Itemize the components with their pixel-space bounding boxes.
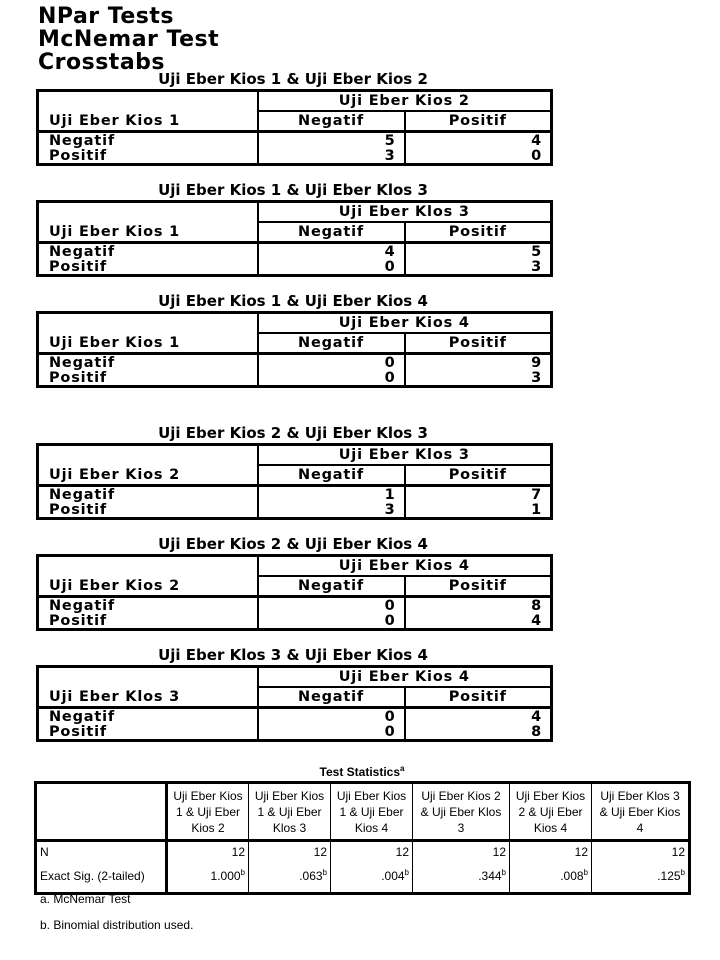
col-negatif-header: Negatif <box>258 222 405 243</box>
row-positif-label: Positif <box>38 613 258 630</box>
row-positif-label: Positif <box>38 148 258 165</box>
col-positif-header: Positif <box>405 576 552 597</box>
test-statistics-title: Test Statistics$^a$ <box>319 764 405 779</box>
cell-pos-neg: 3 <box>258 148 405 165</box>
row-exact-sig-label: Exact Sig. (2-tailed) <box>36 859 167 894</box>
cell-neg-neg: 0 <box>258 708 405 725</box>
cell-neg-pos: 9 <box>405 354 552 371</box>
col-variable-header: Uji Eber Klos 3 <box>258 202 552 223</box>
column-header: Uji Eber Klos 3 & Uji Eber Kios 4 <box>592 783 690 841</box>
footnote-marker-b: b <box>240 868 245 877</box>
row-negatif-label: Negatif <box>38 708 258 725</box>
col-negatif-header: Negatif <box>258 465 405 486</box>
row-positif-label: Positif <box>38 370 258 387</box>
crosstab-title: Uji Eber Kios 1 & Uji Eber Kios 2 <box>158 70 428 88</box>
header-mcnemar-test: McNemar Test <box>38 27 220 52</box>
row-variable-header: Uji Eber Kios 2 <box>38 465 258 486</box>
cell-neg-pos: 8 <box>405 597 552 614</box>
n-value: 12 <box>413 841 510 860</box>
cell-pos-neg: 0 <box>258 724 405 741</box>
crosstab-title: Uji Eber Klos 3 & Uji Eber Kios 4 <box>158 646 428 664</box>
footnote-a: a. McNemar Test <box>40 892 131 906</box>
col-negatif-header: Negatif <box>258 333 405 354</box>
sig-value: .125$^b$ <box>592 859 690 894</box>
col-positif-header: Positif <box>405 465 552 486</box>
row-positif-label: Positif <box>38 259 258 276</box>
sig-value: .344$^b$ <box>413 859 510 894</box>
footnote-marker-a: a <box>400 764 405 773</box>
column-header: Uji Eber Kios 1 & Uji Eber Klos 3 <box>249 783 331 841</box>
cell-pos-pos: 3 <box>405 259 552 276</box>
header-npar-tests: NPar Tests <box>38 4 175 29</box>
row-negatif-label: Negatif <box>38 132 258 149</box>
col-positif-header: Positif <box>405 222 552 243</box>
n-value: 12 <box>331 841 413 860</box>
col-positif-header: Positif <box>405 333 552 354</box>
n-value: 12 <box>592 841 690 860</box>
row-variable-header: Uji Eber Kios 1 <box>38 222 258 243</box>
row-positif-label: Positif <box>38 724 258 741</box>
row-negatif-label: Negatif <box>38 597 258 614</box>
row-negatif-label: Negatif <box>38 243 258 260</box>
column-header: Uji Eber Kios 2 & Uji Eber Klos 3 <box>413 783 510 841</box>
cell-neg-neg: 5 <box>258 132 405 149</box>
cell-pos-neg: 3 <box>258 502 405 519</box>
crosstab-table <box>36 443 553 520</box>
crosstab-title: Uji Eber Kios 1 & Uji Eber Kios 4 <box>158 292 428 310</box>
footnote-marker-b: b <box>501 868 506 877</box>
col-variable-header: Uji Eber Kios 4 <box>258 313 552 334</box>
cell-neg-neg: 0 <box>258 597 405 614</box>
cell-pos-neg: 0 <box>258 613 405 630</box>
row-variable-header: Uji Eber Kios 2 <box>38 576 258 597</box>
col-positif-header: Positif <box>405 111 552 132</box>
footnote-b: b. Binomial distribution used. <box>40 918 194 932</box>
crosstab-title: Uji Eber Kios 2 & Uji Eber Kios 4 <box>158 535 428 553</box>
cell-pos-pos: 4 <box>405 613 552 630</box>
n-value: 12 <box>510 841 592 860</box>
crosstab-table <box>36 554 553 631</box>
row-variable-header: Uji Eber Klos 3 <box>38 687 258 708</box>
cell-pos-pos: 8 <box>405 724 552 741</box>
row-variable-header: Uji Eber Kios 1 <box>38 111 258 132</box>
footnote-marker-b: b <box>322 868 327 877</box>
cell-neg-pos: 4 <box>405 708 552 725</box>
sig-value: .063$^b$ <box>249 859 331 894</box>
row-negatif-label: Negatif <box>38 354 258 371</box>
cell-pos-pos: 0 <box>405 148 552 165</box>
col-variable-header: Uji Eber Kios 4 <box>258 667 552 688</box>
col-negatif-header: Negatif <box>258 687 405 708</box>
n-value: 12 <box>167 841 249 860</box>
sig-value: 1.000$^b$ <box>167 859 249 894</box>
col-negatif-header: Negatif <box>258 111 405 132</box>
cell-pos-pos: 1 <box>405 502 552 519</box>
row-n-label: N <box>36 841 167 860</box>
cell-neg-neg: 0 <box>258 354 405 371</box>
row-variable-header: Uji Eber Kios 1 <box>38 333 258 354</box>
column-header: Uji Eber Kios 2 & Uji Eber Kios 4 <box>510 783 592 841</box>
crosstab-table <box>36 311 553 388</box>
col-positif-header: Positif <box>405 687 552 708</box>
test-statistics-table <box>34 781 691 895</box>
footnote-marker-b: b <box>680 868 685 877</box>
crosstab-table <box>36 200 553 277</box>
crosstab-title: Uji Eber Kios 1 & Uji Eber Klos 3 <box>158 181 428 199</box>
col-variable-header: Uji Eber Klos 3 <box>258 445 552 466</box>
crosstab-table <box>36 89 553 166</box>
footnote-marker-b: b <box>583 868 588 877</box>
cell-neg-neg: 4 <box>258 243 405 260</box>
crosstab-table <box>36 665 553 742</box>
row-negatif-label: Negatif <box>38 486 258 503</box>
col-negatif-header: Negatif <box>258 576 405 597</box>
column-header: Uji Eber Kios 1 & Uji Eber Kios 4 <box>331 783 413 841</box>
cell-neg-pos: 4 <box>405 132 552 149</box>
cell-neg-neg: 1 <box>258 486 405 503</box>
sig-value: .008$^b$ <box>510 859 592 894</box>
footnote-marker-b: b <box>404 868 409 877</box>
column-header: Uji Eber Kios 1 & Uji Eber Kios 2 <box>167 783 249 841</box>
cell-neg-pos: 5 <box>405 243 552 260</box>
col-variable-header: Uji Eber Kios 2 <box>258 91 552 112</box>
row-positif-label: Positif <box>38 502 258 519</box>
cell-pos-neg: 0 <box>258 259 405 276</box>
col-variable-header: Uji Eber Kios 4 <box>258 556 552 577</box>
crosstab-title: Uji Eber Kios 2 & Uji Eber Klos 3 <box>158 424 428 442</box>
cell-pos-neg: 0 <box>258 370 405 387</box>
header-crosstabs: Crosstabs <box>38 50 166 75</box>
n-value: 12 <box>249 841 331 860</box>
cell-neg-pos: 7 <box>405 486 552 503</box>
cell-pos-pos: 3 <box>405 370 552 387</box>
sig-value: .004$^b$ <box>331 859 413 894</box>
